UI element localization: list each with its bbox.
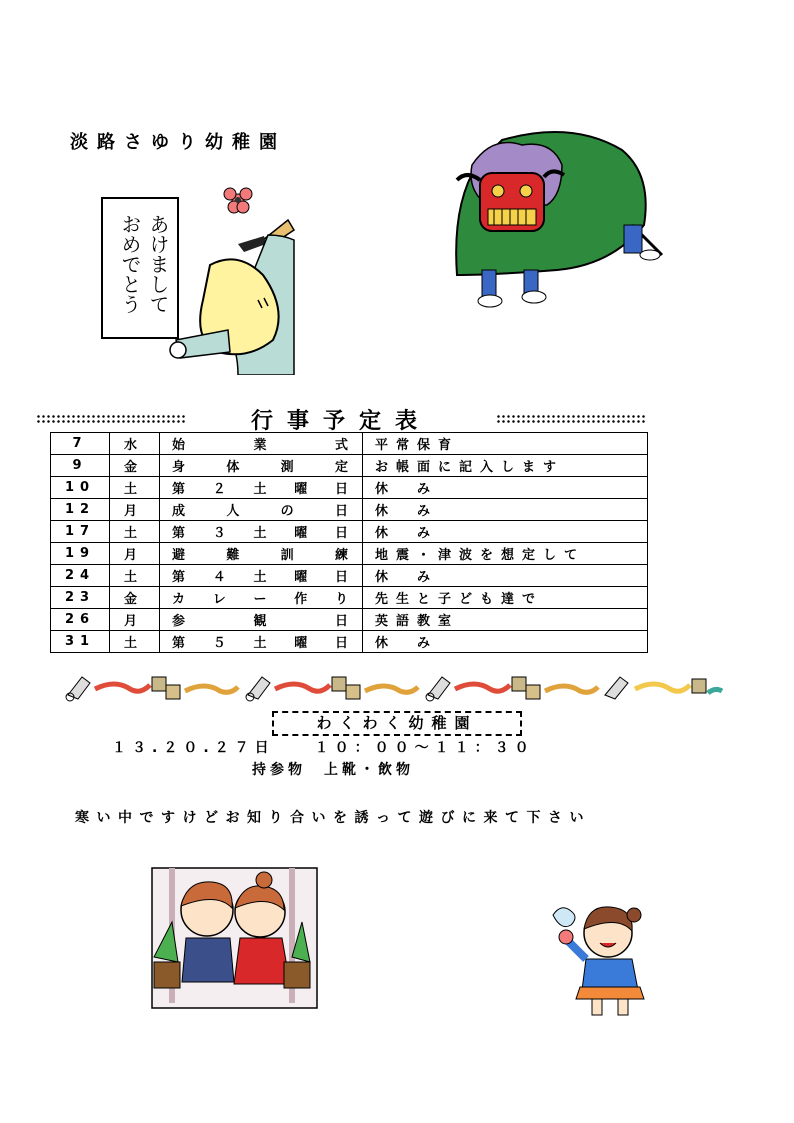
schedule-weekday: 月 bbox=[110, 609, 160, 631]
schedule-note: お帳面に記入します bbox=[363, 455, 648, 477]
schedule-event-char: 曜 bbox=[294, 570, 308, 585]
schedule-event-char: り bbox=[334, 592, 348, 607]
schedule-day: 9 bbox=[51, 455, 110, 477]
wakuwaku-dates: １３.２０.２７日 １０：００～１１：３０ bbox=[112, 740, 535, 756]
schedule-weekday: 土 bbox=[110, 631, 160, 653]
schedule-row bbox=[51, 455, 648, 477]
shishimai-illustration bbox=[452, 125, 667, 315]
schedule-row bbox=[51, 521, 648, 543]
schedule-event-char: 曜 bbox=[294, 526, 308, 541]
schedule-event bbox=[160, 609, 363, 631]
schedule-note: 休 み bbox=[363, 521, 648, 543]
schedule-event-char: ー bbox=[253, 592, 267, 607]
schedule-row bbox=[51, 543, 648, 565]
schedule-event-char: 人 bbox=[226, 504, 240, 519]
schedule-event-char: 練 bbox=[334, 548, 348, 563]
schedule-event-char: 式 bbox=[334, 438, 348, 453]
schedule-event bbox=[160, 587, 363, 609]
schedule-event-char: 日 bbox=[334, 482, 348, 497]
schedule-day: 26 bbox=[51, 609, 110, 631]
schedule-row bbox=[51, 609, 648, 631]
schedule-note: 休 み bbox=[363, 477, 648, 499]
schedule-event-char: 避 bbox=[172, 548, 186, 563]
schedule-weekday: 金 bbox=[110, 455, 160, 477]
schedule-event-char: 成 bbox=[172, 504, 186, 519]
schedule-day: 24 bbox=[51, 565, 110, 587]
schedule-event-char: 土 bbox=[253, 482, 267, 497]
schedule-row bbox=[51, 587, 648, 609]
schedule-day: 12 bbox=[51, 499, 110, 521]
schedule-weekday: 水 bbox=[110, 433, 160, 455]
schedule-event-char: ２ bbox=[212, 482, 226, 497]
waving-girl-illustration bbox=[548, 875, 688, 1025]
schedule-event-char: 第 bbox=[172, 526, 186, 541]
schedule-weekday: 土 bbox=[110, 565, 160, 587]
schedule-event bbox=[160, 565, 363, 587]
schedule-weekday: 月 bbox=[110, 543, 160, 565]
schedule-event-char: 観 bbox=[253, 614, 267, 629]
schedule-title-row bbox=[36, 408, 652, 432]
schedule-event-char: 日 bbox=[334, 570, 348, 585]
card-greeting-line2: おめでとう bbox=[118, 214, 142, 314]
schedule-event bbox=[160, 455, 363, 477]
dotted-ornament-right bbox=[496, 414, 646, 424]
schedule-title: 行事予定表 bbox=[250, 409, 431, 434]
schedule-event bbox=[160, 433, 363, 455]
card-greeting-line1: あけまして bbox=[146, 214, 170, 314]
schedule-row bbox=[51, 565, 648, 587]
schedule-event bbox=[160, 521, 363, 543]
schedule-event-char: 日 bbox=[334, 614, 348, 629]
schedule-event-char: レ bbox=[212, 592, 226, 607]
schedule-weekday: 月 bbox=[110, 499, 160, 521]
schedule-day: 31 bbox=[51, 631, 110, 653]
stationery-border-decoration bbox=[60, 667, 725, 707]
schedule-event-char: カ bbox=[172, 592, 186, 607]
kimono-couple-illustration bbox=[142, 862, 322, 1012]
schedule-row bbox=[51, 631, 648, 653]
schedule-event-char: 曜 bbox=[294, 482, 308, 497]
schedule-row bbox=[51, 477, 648, 499]
schedule-note: 休 み bbox=[363, 631, 648, 653]
schedule-event-char: ４ bbox=[212, 570, 226, 585]
schedule-day: 7 bbox=[51, 433, 110, 455]
schedule-note: 英語教室 bbox=[363, 609, 648, 631]
schedule-event-char: 始 bbox=[172, 438, 186, 453]
schedule-event-char: 第 bbox=[172, 570, 186, 585]
schedule-day: 19 bbox=[51, 543, 110, 565]
schedule-note: 平常保育 bbox=[363, 433, 648, 455]
schedule-event-char: 土 bbox=[253, 570, 267, 585]
schedule-event-char: 測 bbox=[280, 460, 294, 475]
schedule-day: 17 bbox=[51, 521, 110, 543]
schedule-day: 10 bbox=[51, 477, 110, 499]
schedule-note: 地震・津波を想定して bbox=[363, 543, 648, 565]
schedule-event-char: 日 bbox=[334, 504, 348, 519]
schedule-event bbox=[160, 543, 363, 565]
schedule-event bbox=[160, 499, 363, 521]
school-name: 淡路さゆり幼稚園 bbox=[70, 132, 286, 153]
schedule-event-char: 定 bbox=[334, 460, 348, 475]
schedule-event-char: 第 bbox=[172, 482, 186, 497]
schedule-event-char: 参 bbox=[172, 614, 186, 629]
schedule-row bbox=[51, 433, 648, 455]
schedule-event-char: 曜 bbox=[294, 636, 308, 651]
schedule-note: 休 み bbox=[363, 499, 648, 521]
schedule-event bbox=[160, 477, 363, 499]
wakuwaku-title: わくわく幼稚園 bbox=[272, 711, 522, 736]
schedule-event-char: 日 bbox=[334, 636, 348, 651]
schedule-note: 休 み bbox=[363, 565, 648, 587]
schedule-event-char: 体 bbox=[226, 460, 240, 475]
schedule-event-char: 第 bbox=[172, 636, 186, 651]
schedule-table bbox=[50, 432, 648, 653]
new-year-card-illustration bbox=[98, 180, 298, 375]
schedule-row bbox=[51, 499, 648, 521]
schedule-note: 先生と子ども達で bbox=[363, 587, 648, 609]
schedule-weekday: 土 bbox=[110, 477, 160, 499]
schedule-day: 23 bbox=[51, 587, 110, 609]
schedule-event-char: 土 bbox=[253, 636, 267, 651]
dotted-ornament-left bbox=[36, 414, 186, 424]
schedule-event-char: ３ bbox=[212, 526, 226, 541]
schedule-event bbox=[160, 631, 363, 653]
schedule-weekday: 土 bbox=[110, 521, 160, 543]
schedule-event-char: ５ bbox=[212, 636, 226, 651]
schedule-weekday: 金 bbox=[110, 587, 160, 609]
schedule-event-char: 業 bbox=[253, 438, 267, 453]
schedule-event-char: 日 bbox=[334, 526, 348, 541]
schedule-event-char: の bbox=[280, 504, 294, 519]
schedule-event-char: 難 bbox=[226, 548, 240, 563]
schedule-event-char: 訓 bbox=[280, 548, 294, 563]
schedule-event-char: 身 bbox=[172, 460, 186, 475]
invitation-text: 寒い中ですけどお知り合いを誘って遊びに来て下さい bbox=[75, 810, 591, 826]
schedule-event-char: 土 bbox=[253, 526, 267, 541]
schedule-event-char: 作 bbox=[294, 592, 308, 607]
wakuwaku-items: 持参物 上靴・飲物 bbox=[252, 762, 414, 778]
